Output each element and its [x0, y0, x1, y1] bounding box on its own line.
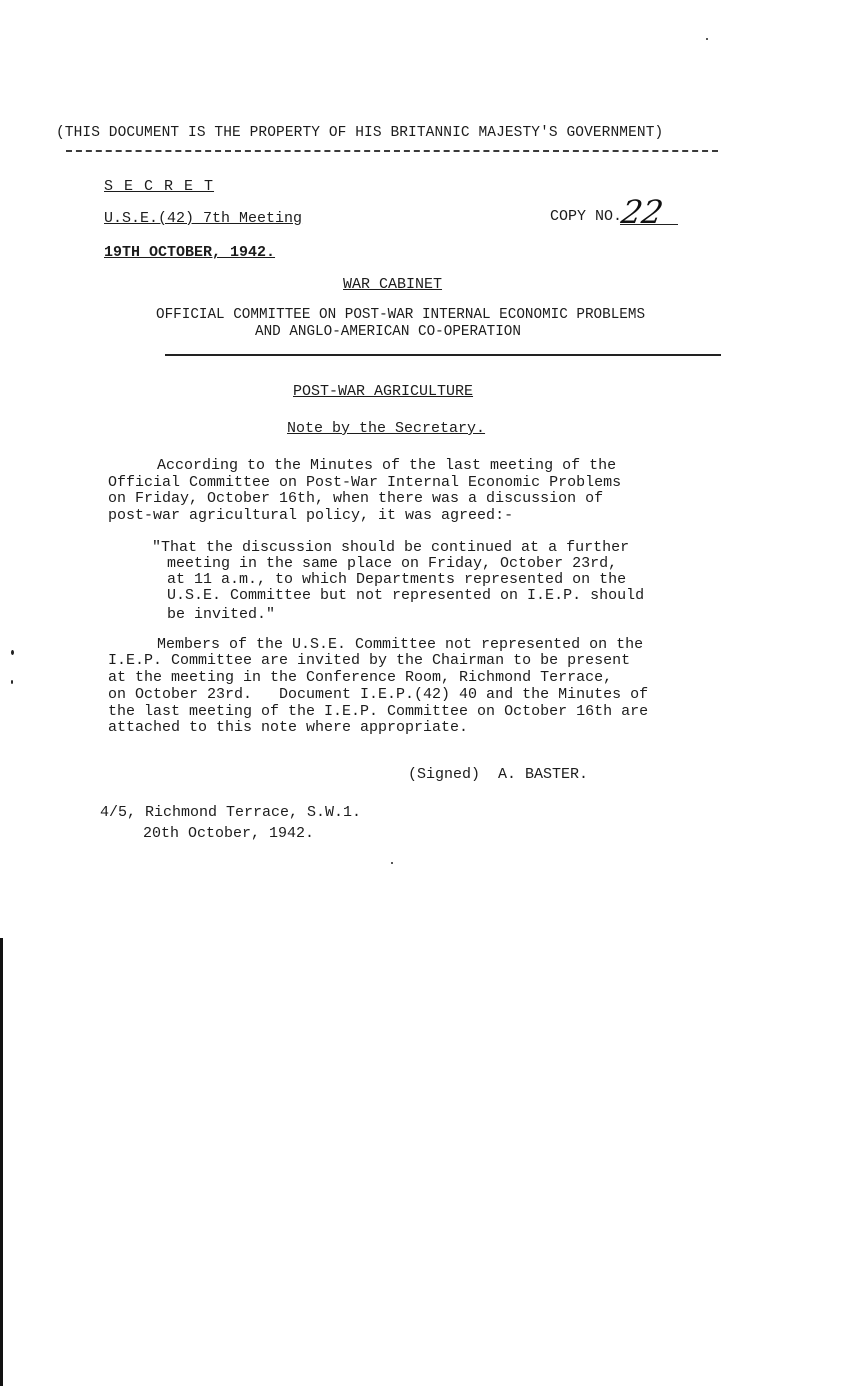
- paragraph-line: Official Committee on Post-War Internal Economic Problems: [108, 474, 622, 491]
- reference-number: U.S.E.(42) 7th Meeting: [104, 210, 303, 227]
- scan-speck: [11, 650, 14, 655]
- scan-speck: [706, 38, 708, 40]
- copy-number-handwritten: 22: [618, 193, 667, 231]
- copy-label: COPY NO.: [550, 208, 623, 225]
- document-property-line: (THIS DOCUMENT IS THE PROPERTY OF HIS BRITANNIC MAJESTY'S GOVERNMENT): [56, 125, 664, 141]
- quotation-line: at 11 a.m., to which Departments represented on the: [167, 571, 627, 588]
- signature: (Signed) A. BASTER.: [408, 766, 589, 783]
- committee-rule: [165, 354, 721, 356]
- classification-label: S E C R E T: [104, 178, 215, 195]
- quotation-line: "That the discussion should be continued at a further: [152, 539, 630, 556]
- address-date: 20th October, 1942.: [143, 825, 315, 842]
- paragraph-line: I.E.P. Committee are invited by the Chairman to be present: [108, 652, 631, 669]
- paragraph-line: at the meeting in the Conference Room, Richmond Terrace,: [108, 669, 613, 686]
- scan-edge-bar: [0, 938, 3, 1386]
- scan-speck: [391, 862, 393, 864]
- committee-title-line-1: OFFICIAL COMMITTEE ON POST-WAR INTERNAL ECONOMIC PROBLEMS: [156, 307, 646, 323]
- copy-number-underline: [620, 224, 678, 225]
- paragraph-line: on October 23rd. Document I.E.P.(42) 40 and the Minutes of: [108, 686, 649, 703]
- paragraph-line: attached to this note where appropriate.: [108, 719, 469, 736]
- date-line: 19TH OCTOBER, 1942.: [104, 244, 276, 261]
- quotation-line: U.S.E. Committee but not represented on I.E.P. should: [167, 587, 645, 604]
- header-dashed-rule: [66, 150, 718, 152]
- scan-speck: [11, 680, 13, 684]
- paragraph-line: post-war agricultural policy, it was agreed:-: [108, 507, 514, 524]
- quotation-line: be invited.": [167, 606, 276, 623]
- subject-heading: POST-WAR AGRICULTURE: [293, 383, 474, 400]
- address: 4/5, Richmond Terrace, S.W.1.: [100, 804, 362, 821]
- paragraph-line: the last meeting of the I.E.P. Committee on October 16th are: [108, 703, 649, 720]
- paragraph-line: According to the Minutes of the last meeting of the: [157, 457, 617, 474]
- note-by-heading: Note by the Secretary.: [287, 420, 486, 437]
- committee-title-line-2: AND ANGLO-AMERICAN CO-OPERATION: [255, 324, 521, 340]
- paragraph-line: on Friday, October 16th, when there was a discussion of: [108, 490, 604, 507]
- paragraph-line: Members of the U.S.E. Committee not represented on the: [157, 636, 644, 653]
- cabinet-heading: WAR CABINET: [343, 276, 443, 293]
- quotation-line: meeting in the same place on Friday, October 23rd,: [167, 555, 618, 572]
